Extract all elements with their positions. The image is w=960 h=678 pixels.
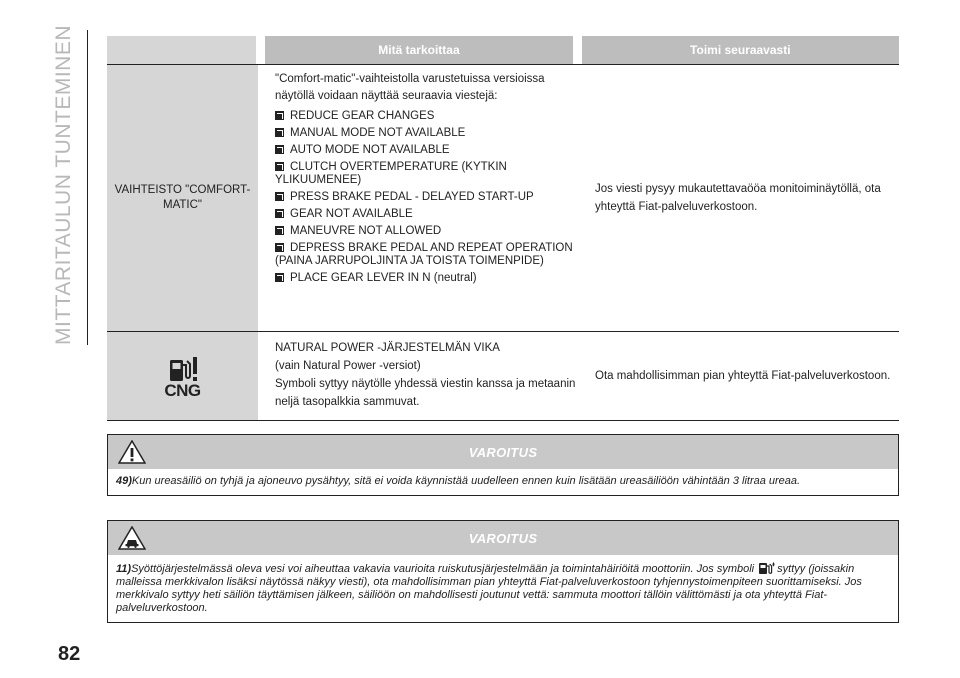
header-meaning: Mitä tarkoittaa (265, 36, 573, 64)
cng-fuel-warning-icon (166, 355, 200, 385)
warning-title: VAROITUS (468, 444, 538, 460)
warning-ref: 49) (116, 475, 132, 487)
row-meaning (267, 332, 587, 420)
warning-triangle-icon (118, 440, 146, 464)
page-number: 82 (58, 643, 81, 665)
header-blank (107, 36, 256, 64)
list-item (275, 191, 579, 204)
checkbox-bullet-icon (275, 192, 284, 201)
list-item (275, 208, 579, 221)
section-side-title: MITTARITAULUN TUNTEMINEN (52, 25, 75, 345)
warning-ref: 11) (116, 563, 132, 575)
checkbox-bullet-icon (275, 111, 284, 120)
row-action (587, 65, 899, 331)
warning-box (107, 434, 899, 496)
cng-symbol (164, 355, 200, 398)
list-item (275, 272, 579, 285)
message-text: DEPRESS BRAKE PEDAL AND REPEAT OPERATION (PAINA JARRUPOLJINTA JA TOISTA TOIMENPIDE) (275, 242, 573, 267)
row-meaning (267, 65, 587, 331)
cng-subtitle: (vain Natural Power -versiot) (275, 360, 421, 372)
row-label-cng (107, 332, 258, 420)
checkbox-bullet-icon (275, 273, 284, 282)
list-item (275, 110, 579, 123)
row-action (587, 332, 899, 420)
cng-label: CNG (164, 380, 201, 400)
header-gap (256, 36, 265, 64)
warning-header (108, 435, 898, 469)
warning-body-text: Kun ureasäiliö on tyhjä ja ajoneuvo pysähtyy, sitä ei voida käynnistää uudelleen ennen kuin lisätään ureasäiliöön vähintään 3 litraa ureaa. (131, 475, 801, 487)
message-text: GEAR NOT AVAILABLE (290, 208, 413, 220)
list-item (275, 144, 579, 157)
list-item (275, 242, 579, 268)
message-text: CLUTCH OVERTEMPERATURE (KYTKIN YLIKUUMENEE) (275, 161, 507, 186)
message-text: MANUAL MODE NOT AVAILABLE (290, 127, 466, 139)
message-text: PLACE GEAR LEVER IN N (neutral) (290, 272, 477, 284)
cng-description: Symboli syttyy näytölle yhdessä viestin kanssa ja metaanin neljä tasopalkkia sammuvat. (275, 378, 576, 408)
checkbox-bullet-icon (275, 128, 284, 137)
message-text: REDUCE GEAR CHANGES (290, 110, 435, 122)
checkbox-bullet-icon (275, 162, 284, 171)
warning-body-text: Syöttöjärjestelmässä oleva vesi voi aiheuttaa vakavia vaurioita ruiskutusjärjestelmään ja toimintahäiriöitä moottoriin. Jos symboli (131, 563, 755, 575)
checkbox-bullet-icon (275, 209, 284, 218)
checkbox-bullet-icon (275, 226, 284, 235)
action-text: Jos viesti pysyy mukautettavaööa monitoiminäytöllä, ota yhteyttä Fiat-palveluverkostoon. (595, 183, 881, 213)
list-item (275, 225, 579, 238)
warning-text (108, 469, 898, 495)
cng-title: NATURAL POWER -JÄRJESTELMÄN VIKA (275, 342, 500, 354)
warning-body-text: syttyy (joissakin malleissa merkkivalon lisäksi näytössä näkyy viesti), ota mahdollisimman pian yhteyttä Fiat-palveluverkostoon tyhjennystoimenpiteen suorittamiseksi. Jos merkkivalo syttyy heti säiliön täyttämisen jälkeen, säiliöön on mahdollisesti joutunut vettä: sammuta moottori tällöin välittömästi ja ota yhteyttä Fiat-palveluverkostoon. (116, 563, 862, 614)
message-list (275, 110, 579, 285)
table-header (107, 36, 899, 65)
list-item (275, 127, 579, 140)
header-action: Toimi seuraavasti (582, 36, 899, 64)
action-text: Ota mahdollisimman pian yhteyttä Fiat-palveluverkostoon. (595, 370, 891, 382)
message-text: AUTO MODE NOT AVAILABLE (290, 144, 450, 156)
message-text: PRESS BRAKE PEDAL - DELAYED START-UP (290, 191, 534, 203)
message-text: MANEUVRE NOT ALLOWED (290, 225, 442, 237)
row-label-gearbox: VAIHTEISTO "COMFORT-MATIC" (107, 65, 258, 331)
car-warning-icon (118, 526, 146, 550)
header-gap (573, 36, 582, 64)
water-in-fuel-icon (758, 561, 776, 575)
warning-title: VAROITUS (468, 530, 538, 546)
warning-table (107, 36, 899, 421)
side-divider (87, 30, 88, 345)
warning-header (108, 521, 898, 555)
warning-text (108, 555, 898, 622)
table-row (107, 65, 899, 332)
checkbox-bullet-icon (275, 243, 284, 252)
gearbox-intro: "Comfort-matic"-vaihteistolla varustetuissa versioissa näytöllä voidaan näyttää seuraavia viestejä: (275, 73, 545, 102)
list-item (275, 161, 579, 187)
warning-box (107, 520, 899, 623)
table-row (107, 332, 899, 420)
checkbox-bullet-icon (275, 145, 284, 154)
